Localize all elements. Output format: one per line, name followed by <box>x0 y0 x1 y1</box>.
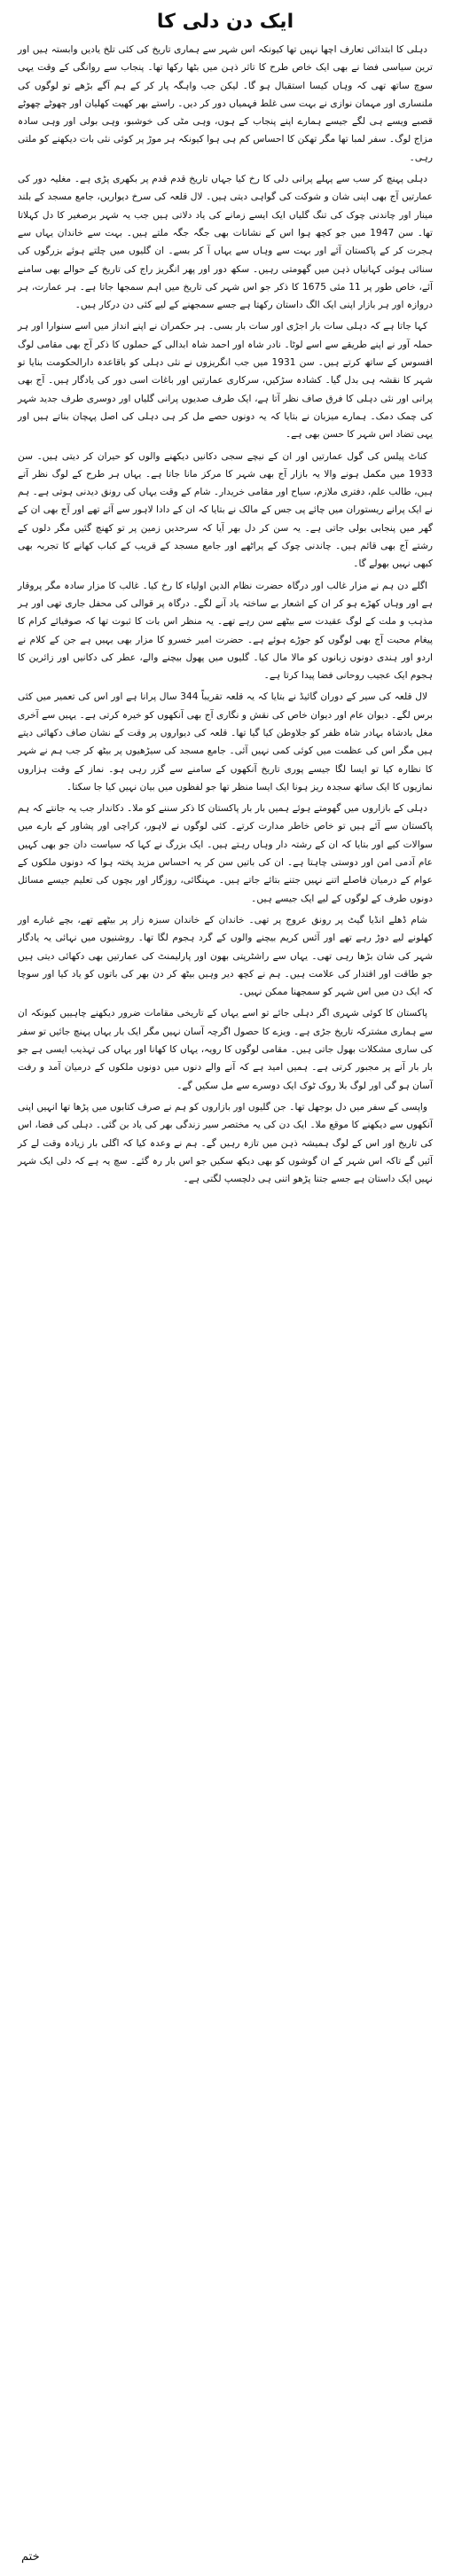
article-paragraph: دہلی کے بازاروں میں گھومتے ہوئے ہمیں بار بار پاکستان کا ذکر سننے کو ملا۔ دکاندار جب یہ جانتے کہ ہم پاکستان سے آئے ہیں تو خاص خاطر مدارت کرتے۔ کئی لوگوں نے لاہور، کراچی اور پشاور کے بارے میں سوالات کیے اور بتایا کہ ان کے رشتہ دار وہاں رہتے ہیں۔ ایک بزرگ نے کہا کہ سیاست دان جو بھی کہیں عام آدمی امن اور دوستی چاہتا ہے۔ ان کی باتیں سن کر یہ احساس مزید پختہ ہوا کہ دونوں ملکوں کے عوام کے درمیان فاصلے اتنے نہیں جتنے بتائے جاتے ہیں۔ مہنگائی، روزگار اور بچوں کی تعلیم جیسے مسائل دونوں طرف کے لوگوں کے لیے ایک جیسے ہیں۔ <box>18 803 433 904</box>
article-body <box>18 41 433 1188</box>
article-paragraph: کناٹ پیلس کی گول عمارتیں اور ان کے نیچے سجی دکانیں دیکھنے والوں کو حیران کر دیتی ہیں۔ سن 1933 میں مکمل ہونے والا یہ بازار آج بھی شہر کا مرکز مانا جاتا ہے۔ یہاں ہر طرح کے لوگ نظر آتے ہیں، طالب علم، دفتری ملازم، سیاح اور مقامی خریدار۔ شام کے وقت یہاں کی رونق دیدنی ہوتی ہے۔ ہم نے ایک پرانے ریستوران میں چائے پی جس کے مالک نے بتایا کہ ان کے دادا لاہور سے آئے تھے اور آج بھی ان کے گھر میں پنجابی بولی جاتی ہے۔ یہ سن کر دل بھر آیا کہ سرحدیں زمین پر تو کھنچ گئیں مگر دلوں کے رشتے آج بھی قائم ہیں۔ چاندنی چوک کے پراٹھے اور جامع مسجد کے قریب کے کباب کھانے کا تجربہ بھی کبھی نہیں بھولے گا۔ <box>18 450 433 570</box>
article-paragraph: دہلی پہنچ کر سب سے پہلے پرانی دلی کا رخ کیا جہاں تاریخ قدم قدم پر بکھری پڑی ہے۔ مغلیہ دور کی عمارتیں آج بھی اپنی شان و شوکت کی گواہی دیتی ہیں۔ لال قلعہ کی سرخ دیواریں، جامع مسجد کے بلند مینار اور چاندنی چوک کی تنگ گلیاں ایک ایسے زمانے کی یاد دلاتی ہیں جب یہ شہر برصغیر کا دل کہلاتا تھا۔ سن 1947 میں جو کچھ ہوا اس کے نشانات بھی جگہ جگہ ملتے ہیں۔ بہت سے خاندان یہاں سے ہجرت کر کے پاکستان آئے اور بہت سے وہاں سے یہاں آ کر بسے۔ ان گلیوں میں چلتے ہوئے بزرگوں کی سنائی ہوئی کہانیاں ذہن میں گھومتی رہیں۔ سکھ دور اور پھر انگریز راج کی تاریخ کے حوالے بھی سامنے آئے، خاص طور پر 11 مئی 1675 کا ذکر جو اس شہر کی تاریخ میں اہم سمجھا جاتا ہے۔ ہر عمارت، ہر دروازہ اور ہر بازار اپنی ایک الگ داستان رکھتا ہے جسے سمجھنے کے لیے کئی دن درکار ہیں۔ <box>18 174 433 311</box>
article-paragraph: کہا جاتا ہے کہ دہلی سات بار اجڑی اور سات بار بسی۔ ہر حکمران نے اپنے انداز میں اسے سنوارا اور ہر حملہ آور نے اپنے طریقے سے اسے لوٹا۔ نادر شاہ اور احمد شاہ ابدالی کے حملوں کا ذکر آج بھی مقامی لوگ افسوس کے ساتھ کرتے ہیں۔ سن 1931 میں جب انگریزوں نے نئی دہلی کو باقاعدہ دارالحکومت بنایا تو شہر کا نقشہ ہی بدل گیا۔ کشادہ سڑکیں، سرکاری عمارتیں اور باغات اسی دور کی یادگار ہیں۔ آج بھی پرانی اور نئی دہلی کا فرق صاف نظر آتا ہے، ایک طرف صدیوں پرانی گلیاں اور دوسری طرف جدید شہر کی چمک دمک۔ ہمارے میزبان نے بتایا کہ یہ دونوں حصے مل کر ہی دہلی کی اصل پہچان بناتے ہیں اور یہی تضاد اس شہر کا حسن بھی ہے۔ <box>18 321 433 441</box>
article-paragraph: لال قلعہ کی سیر کے دوران گائیڈ نے بتایا کہ یہ قلعہ تقریباً 344 سال پرانا ہے اور اس کی تعمیر میں کئی برس لگے۔ دیوان عام اور دیوان خاص کی نقش و نگاری آج بھی آنکھوں کو خیرہ کرتی ہے۔ یہیں سے آخری مغل بادشاہ بہادر شاہ ظفر کو جلاوطن کیا گیا تھا۔ قلعہ کی دیواروں پر وقت کے نشان صاف دکھائی دیتے ہیں مگر اس کی عظمت میں کوئی کمی نہیں آئی۔ جامع مسجد کی سیڑھیوں پر بیٹھ کر جب ہم نے شہر کا نظارہ کیا تو ایسا لگا جیسے پوری تاریخ آنکھوں کے سامنے سے گزر رہی ہو۔ نماز کے وقت ہزاروں نمازیوں کا ایک ساتھ سجدہ ریز ہونا ایک ایسا منظر تھا جو لفظوں میں بیان نہیں کیا جا سکتا۔ <box>18 691 433 792</box>
article-signoff: ختم <box>21 2550 40 2564</box>
article-paragraph: اگلے دن ہم نے مزار غالب اور درگاہ حضرت نظام الدین اولیاء کا رخ کیا۔ غالب کا مزار سادہ مگر پروقار ہے اور وہاں کھڑے ہو کر ان کے اشعار بے ساختہ یاد آنے لگے۔ درگاہ پر قوالی کی محفل جاری تھی اور ہر مذہب و ملت کے لوگ عقیدت سے بیٹھے سن رہے تھے۔ یہ منظر اس بات کا ثبوت تھا کہ صوفیائے کرام کا پیغام محبت آج بھی لوگوں کو جوڑے ہوئے ہے۔ حضرت امیر خسرو کا مزار بھی یہیں ہے جن کے کلام نے اردو اور ہندی دونوں زبانوں کو مالا مال کیا۔ گلیوں میں پھول بیچنے والے، عطر کی دکانیں اور زائرین کا ہجوم ایک عجیب روحانی فضا پیدا کرتا ہے۔ <box>18 580 433 682</box>
article-paragraph: شام ڈھلے انڈیا گیٹ پر رونق عروج پر تھی۔ خاندان کے خاندان سبزہ زار پر بیٹھے تھے، بچے غبارے اور کھلونے لیے دوڑ رہے تھے اور آئس کریم بیچنے والوں کے گرد ہجوم لگا تھا۔ روشنیوں میں نہائی یہ یادگار شہر کی شان بڑھا رہی تھی۔ یہاں سے راشٹرپتی بھون اور پارلیمنٹ کی عمارتیں بھی دکھائی دیتی ہیں جو طاقت اور اقتدار کی علامت ہیں۔ ہم نے کچھ دیر وہیں بیٹھ کر دن بھر کی باتوں کو یاد کیا اور سوچا کہ ایک دن میں اس شہر کو سمجھنا ممکن نہیں۔ <box>18 914 433 998</box>
article-paragraph: واپسی کے سفر میں دل بوجھل تھا۔ جن گلیوں اور بازاروں کو ہم نے صرف کتابوں میں پڑھا تھا انہیں اپنی آنکھوں سے دیکھنے کا موقع ملا۔ ایک دن کی یہ مختصر سیر زندگی بھر کی یاد بن گئی۔ دہلی کی فضا، اس کی تاریخ اور اس کے لوگ ہمیشہ ذہن میں تازہ رہیں گے۔ ہم نے وعدہ کیا کہ اگلی بار زیادہ وقت لے کر آئیں گے تاکہ اس شہر کے ان گوشوں کو بھی دیکھ سکیں جو اس بار رہ گئے۔ سچ یہ ہے کہ دلی ایک شہر نہیں ایک داستان ہے جسے جتنا پڑھو اتنی ہی دلچسپ لگتی ہے۔ <box>18 1101 433 1185</box>
article-paragraph: دہلی کا ابتدائی تعارف اچھا نہیں تھا کیونکہ اس شہر سے ہماری تاریخ کی کئی تلخ یادیں وابستہ ہیں اور ترین سیاسی فضا نے بھی ایک خاص طرح کا تاثر ذہن میں بٹھا رکھا تھا۔ پنجاب سے روانگی کے وقت یہی سوچ ساتھ تھی کہ وہاں کیسا استقبال ہو گا۔ لیکن جب واہگہ پار کر کے ہم آگے بڑھے تو لوگوں کی ملنساری اور مہمان نوازی نے بہت سی غلط فہمیاں دور کر دیں۔ راستے بھر کھیت کھلیان اور چھوٹے چھوٹے قصبے ویسے ہی لگے جیسے ہمارے اپنے پنجاب کے ہوں، وہی مٹی کی خوشبو، وہی بولی اور وہی سادہ مزاج لوگ۔ سفر لمبا تھا مگر تھکن کا احساس کم ہی ہوا کیونکہ ہر موڑ پر کوئی نئی بات دیکھنے کو ملتی رہی۔ <box>18 44 433 163</box>
article-title: ایک دن دلی کا <box>156 11 294 33</box>
article-paragraph: پاکستان کا کوئی شہری اگر دہلی جائے تو اسے یہاں کے تاریخی مقامات ضرور دیکھنے چاہییں کیونکہ ان سے ہماری مشترکہ تاریخ جڑی ہے۔ ویزے کا حصول اگرچہ آسان نہیں مگر ایک بار یہاں پہنچ جائیں تو سفر کی ساری مشکلات بھول جاتی ہیں۔ مقامی لوگوں کا رویہ، یہاں کا کھانا اور یہاں کی تہذیب ایسی ہے جو بار بار آنے پر مجبور کرتی ہے۔ ہمیں امید ہے کہ آنے والے دنوں میں دونوں ملکوں کے درمیان آمد و رفت آسان ہو گی اور لوگ بلا روک ٹوک ایک دوسرے سے مل سکیں گے۔ <box>18 1008 433 1091</box>
